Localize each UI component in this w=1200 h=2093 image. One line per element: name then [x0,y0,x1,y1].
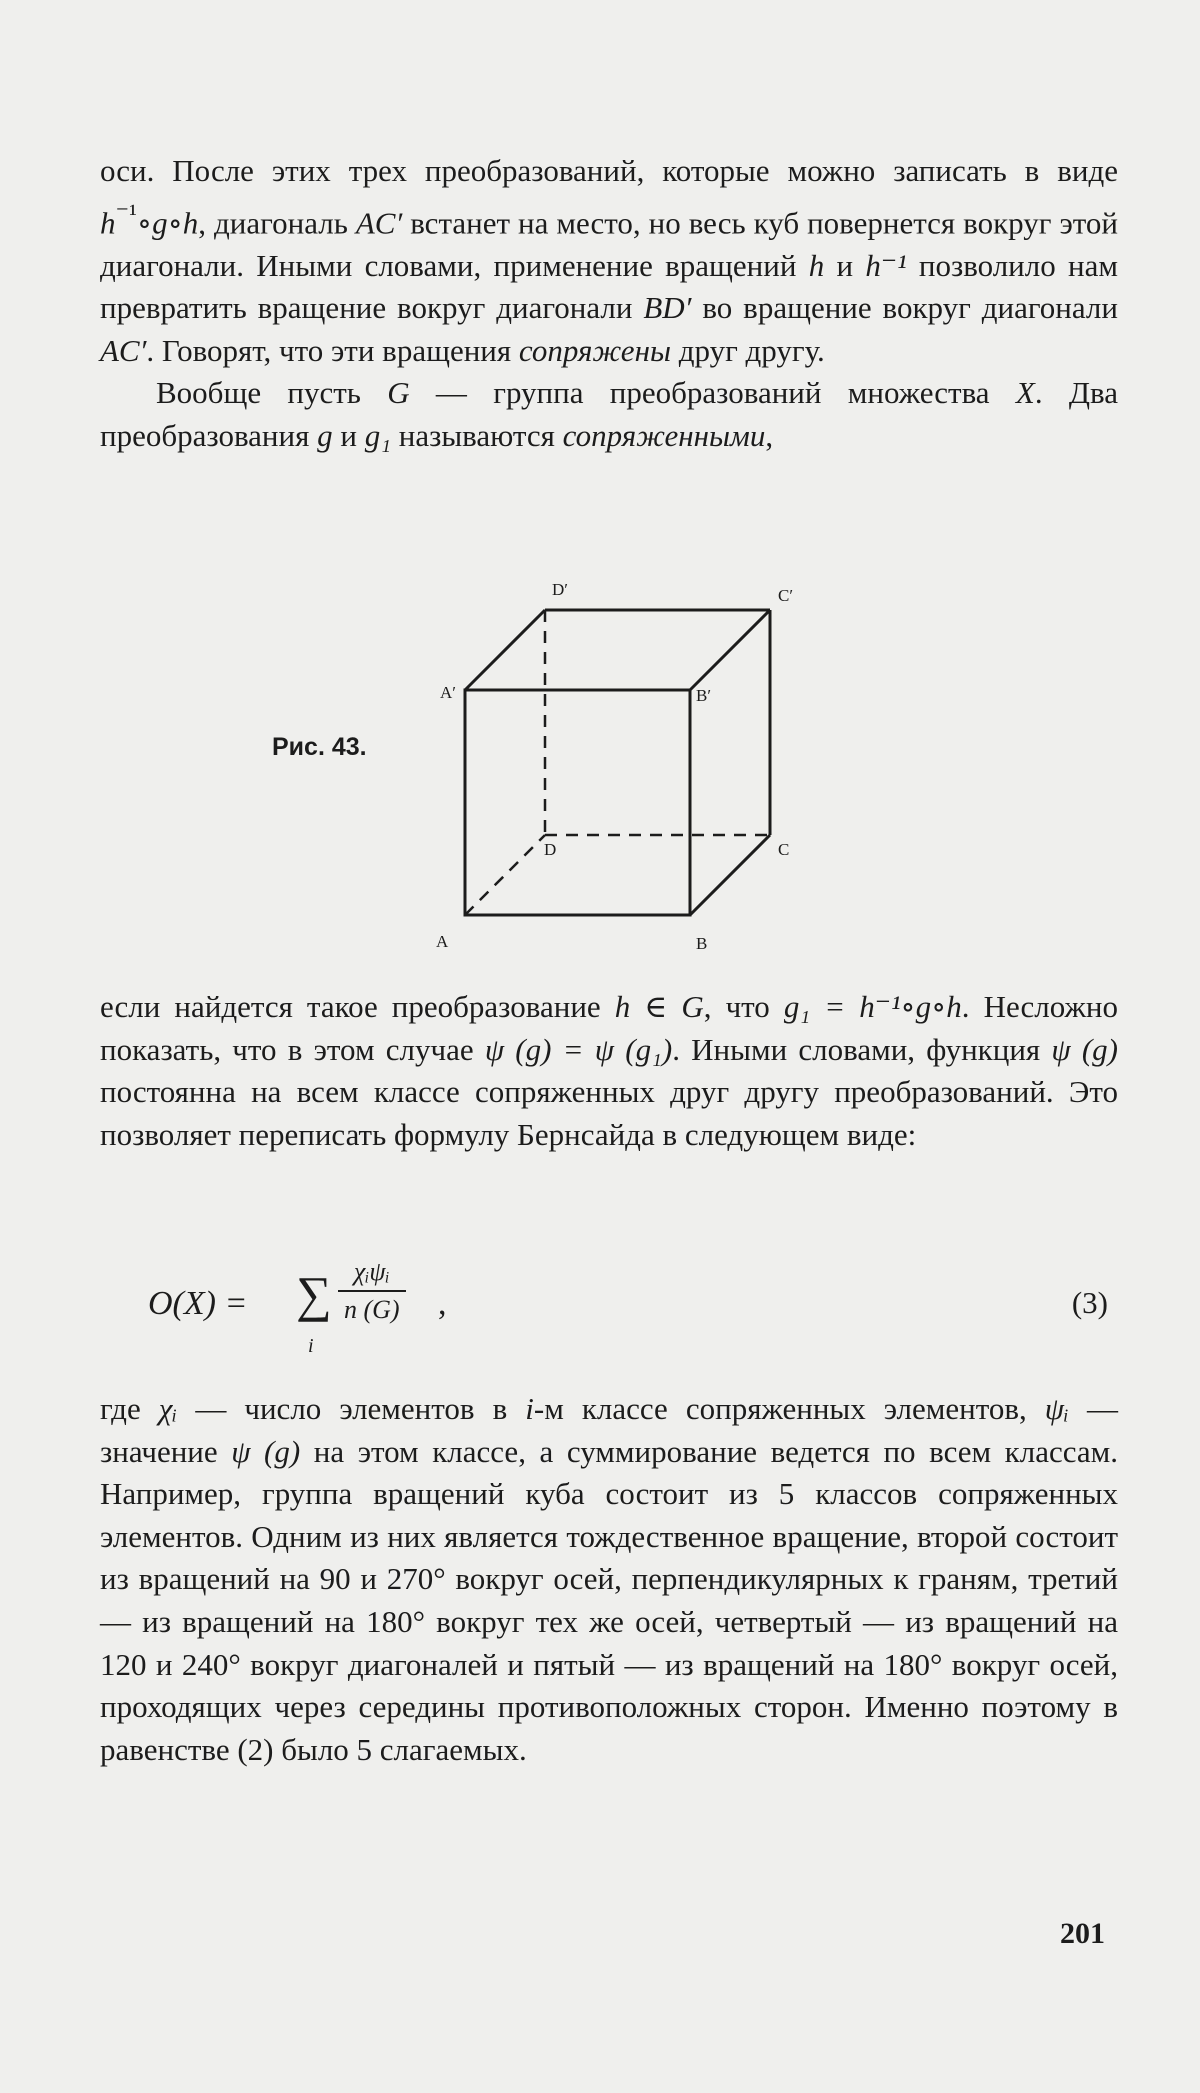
term-conjugate-plural: сопряженными [562,417,766,453]
text-run: -м классе сопряженных элементов, [533,1391,1045,1426]
vertex-label-a-prime: A′ [440,683,456,702]
text-bottom [100,1388,1118,1771]
text-run: оси. После этих трех преобразований, которые можно записать в виде [100,153,1118,188]
math-i: i [525,1391,534,1426]
cube-edge-a-prime-d-prime [465,610,545,690]
page-number: 201 [1060,1917,1105,1950]
text-middle [100,986,1118,1156]
text-run: постоянна на всем классе сопряженных друг другу преобразований. Это позволяет переписать формулу Бернсайда в следующем виде: [100,1074,1118,1152]
paragraph-definition [100,372,1118,457]
text-run: — число элементов в [177,1391,526,1426]
text-run: . Два преобразования [100,375,1119,453]
math-composition: ∘g∘h [136,204,199,240]
sum-index: i [308,1335,314,1357]
paragraph-conjugation [100,986,1118,1156]
sum-symbol: ∑ [296,1266,332,1322]
math-ac-prime: AC′ [100,332,147,368]
text-run: . Говорят, что эти вращения [146,332,519,368]
fraction-numerator: χᵢψᵢ [353,1257,390,1286]
text-run: друг другу. [670,332,825,368]
text-run: , что [703,989,784,1024]
vertex-label-a: A [436,932,449,951]
paragraph-classes [100,1388,1118,1771]
text-run: если найдется такое преобразование [100,989,615,1024]
cube-figure [420,565,820,965]
cube-edge-b-c [690,835,770,915]
math-g-group: G [387,375,410,411]
math-g1: g₁ [364,417,391,453]
vertex-label-d: D [544,840,557,859]
text-run: , [765,417,774,453]
text-run: встанет на место, но весь куб повернется вокруг этой диагонали. Иными словами, применение вращений [100,204,1118,283]
text-run: во вращение вокруг диагонали [691,290,1118,326]
vertex-label-d-prime: D′ [552,580,568,599]
math-h: h [808,247,825,283]
text-run: Вообще пусть [156,375,388,411]
text-run: . Иными словами, функция [672,1031,1052,1067]
formula-lhs: O(X) = [148,1285,248,1322]
formula-3 [148,1255,1108,1365]
formula-comma: , [438,1285,447,1322]
math-psi-g: ψ (g) [231,1433,301,1469]
math-x-set: X [1015,375,1035,411]
text-run: . Несложно показать, что в этом случае [100,989,1119,1067]
math-h: h [100,204,116,240]
figure-caption: Рис. 43. [272,733,367,761]
vertex-label-b-prime: B′ [696,686,712,705]
text-run: и [332,417,365,453]
text-run: где [100,1391,159,1426]
math-h-inverse: h⁻¹ [865,247,907,283]
text-run: , диагональ [198,204,356,240]
math-psi-i: ψᵢ [1044,1391,1069,1426]
text-run: и [824,247,866,283]
cube-edge-b-prime-c-prime [690,610,770,690]
math-h-in-g: h ∈ G [614,989,704,1024]
vertex-label-c-prime: C′ [778,586,794,605]
text-run: — группа преобразований множества [409,375,1016,411]
equation-number: (3) [1071,1285,1108,1320]
math-exponent: ⁻¹ [115,198,137,228]
math-psi-g: ψ (g) [1051,1031,1119,1067]
term-conjugate: сопряжены [518,332,671,368]
paragraph-continuation [100,150,1118,372]
text-top [100,150,1118,457]
vertex-label-c: C [778,840,790,859]
text-run: называются [391,417,563,453]
math-bd-prime: BD′ [643,290,692,326]
text-run: — значение [100,1391,1119,1469]
vertex-label-b: B [696,934,708,953]
math-g: g [317,417,333,453]
math-psi-equality: ψ (g) = ψ (g₁) [484,1031,673,1067]
cube-hidden-edge-a-d [465,835,545,915]
math-g1-equals: g₁ = h⁻¹∘g∘h [783,989,962,1024]
math-ac-prime: AC′ [355,204,403,240]
text-run: позволило нам превратить вращение вокруг диагонали [100,247,1118,326]
formula-fraction [338,1257,406,1325]
math-chi-i: χᵢ [158,1391,178,1426]
fraction-denominator: n (G) [338,1290,406,1325]
text-run: на этом классе, а суммирование ведется по всем классам. Например, группа вращений куба состоит из 5 классов сопряженных элементов. Одним из них является тождественное вращение, второй состоит из вращений на 90 и 270° вокруг осей, перпендикулярных к граням, третий — из вращений на 180° вокруг тех же осей, четвертый — из вращений на 120 и 240° вокруг диагоналей и пятый — из вращений на 180° вокруг осей, проходящих через середины противоположных сторон. Именно поэтому в равенстве (2) было 5 слагаемых. [100,1433,1118,1767]
